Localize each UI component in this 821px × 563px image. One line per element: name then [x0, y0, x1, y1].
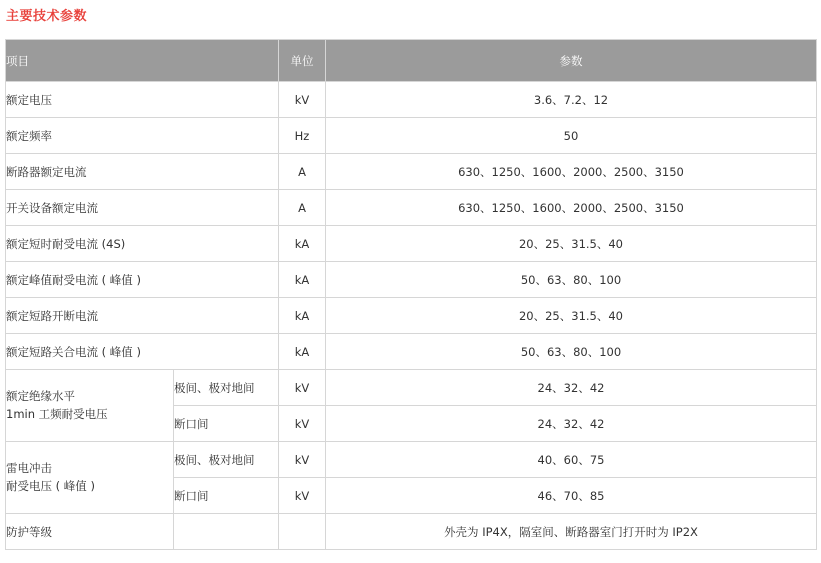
row-subitem-label: 极间、极对地间 — [174, 442, 279, 478]
row-unit: kA — [279, 262, 326, 298]
row-unit: kA — [279, 298, 326, 334]
row-param: 24、32、42 — [326, 370, 817, 406]
row-item-label: 额定短时耐受电流 (4S) — [6, 226, 279, 262]
table-row — [6, 370, 817, 406]
row-unit: kV — [279, 370, 326, 406]
table-body — [6, 82, 817, 550]
row-param: 20、25、31.5、40 — [326, 226, 817, 262]
row-subitem-label: 断口间 — [174, 478, 279, 514]
row-unit: kA — [279, 226, 326, 262]
row-item-label-line1: 额定绝缘水平 — [6, 389, 75, 404]
row-unit: Hz — [279, 118, 326, 154]
row-item-label-group — [6, 442, 174, 514]
table-row — [6, 154, 817, 190]
row-item-label: 额定频率 — [6, 118, 279, 154]
row-subitem-label: 断口间 — [174, 406, 279, 442]
row-item-label: 防护等级 — [6, 514, 174, 550]
row-unit — [279, 514, 326, 550]
row-param: 24、32、42 — [326, 406, 817, 442]
table-row — [6, 442, 817, 478]
table-header-row — [6, 40, 817, 82]
row-param: 外壳为 IP4X，隔室间、断路器室门打开时为 IP2X — [326, 514, 817, 550]
table-row — [6, 514, 817, 550]
row-item-label: 额定峰值耐受电流 ( 峰值 ) — [6, 262, 279, 298]
row-item-label: 额定短路开断电流 — [6, 298, 279, 334]
table-row — [6, 118, 817, 154]
row-param: 20、25、31.5、40 — [326, 298, 817, 334]
row-item-label-line2: 1min 工频耐受电压 — [6, 406, 108, 421]
row-item-label-line1: 雷电冲击 — [6, 461, 52, 476]
row-unit: kA — [279, 334, 326, 370]
row-subitem-label — [174, 514, 279, 550]
table-row — [6, 82, 817, 118]
column-header-item: 项目 — [6, 40, 279, 82]
column-header-unit: 单位 — [279, 40, 326, 82]
row-param: 50、63、80、100 — [326, 262, 817, 298]
row-param: 46、70、85 — [326, 478, 817, 514]
row-param: 630、1250、1600、2000、2500、3150 — [326, 154, 817, 190]
page-title: 主要技术参数 — [6, 9, 88, 24]
row-item-label-group — [6, 370, 174, 442]
row-param: 50、63、80、100 — [326, 334, 817, 370]
spec-table — [5, 39, 817, 550]
row-subitem-label: 极间、极对地间 — [174, 370, 279, 406]
row-unit: kV — [279, 406, 326, 442]
row-item-label-line2: 耐受电压 ( 峰值 ) — [6, 478, 95, 493]
row-item-label: 额定电压 — [6, 82, 279, 118]
table-row — [6, 262, 817, 298]
row-unit: A — [279, 190, 326, 226]
row-item-label: 断路器额定电流 — [6, 154, 279, 190]
table-header — [6, 40, 817, 82]
row-unit: kV — [279, 442, 326, 478]
row-item-label: 开关设备额定电流 — [6, 190, 279, 226]
row-param: 40、60、75 — [326, 442, 817, 478]
row-param: 50 — [326, 118, 817, 154]
column-header-param: 参数 — [326, 40, 817, 82]
row-unit: kV — [279, 82, 326, 118]
row-item-label: 额定短路关合电流 ( 峰值 ) — [6, 334, 279, 370]
table-row — [6, 190, 817, 226]
row-param: 630、1250、1600、2000、2500、3150 — [326, 190, 817, 226]
row-unit: kV — [279, 478, 326, 514]
table-row — [6, 334, 817, 370]
row-param: 3.6、7.2、12 — [326, 82, 817, 118]
table-row — [6, 298, 817, 334]
row-unit: A — [279, 154, 326, 190]
table-row — [6, 226, 817, 262]
